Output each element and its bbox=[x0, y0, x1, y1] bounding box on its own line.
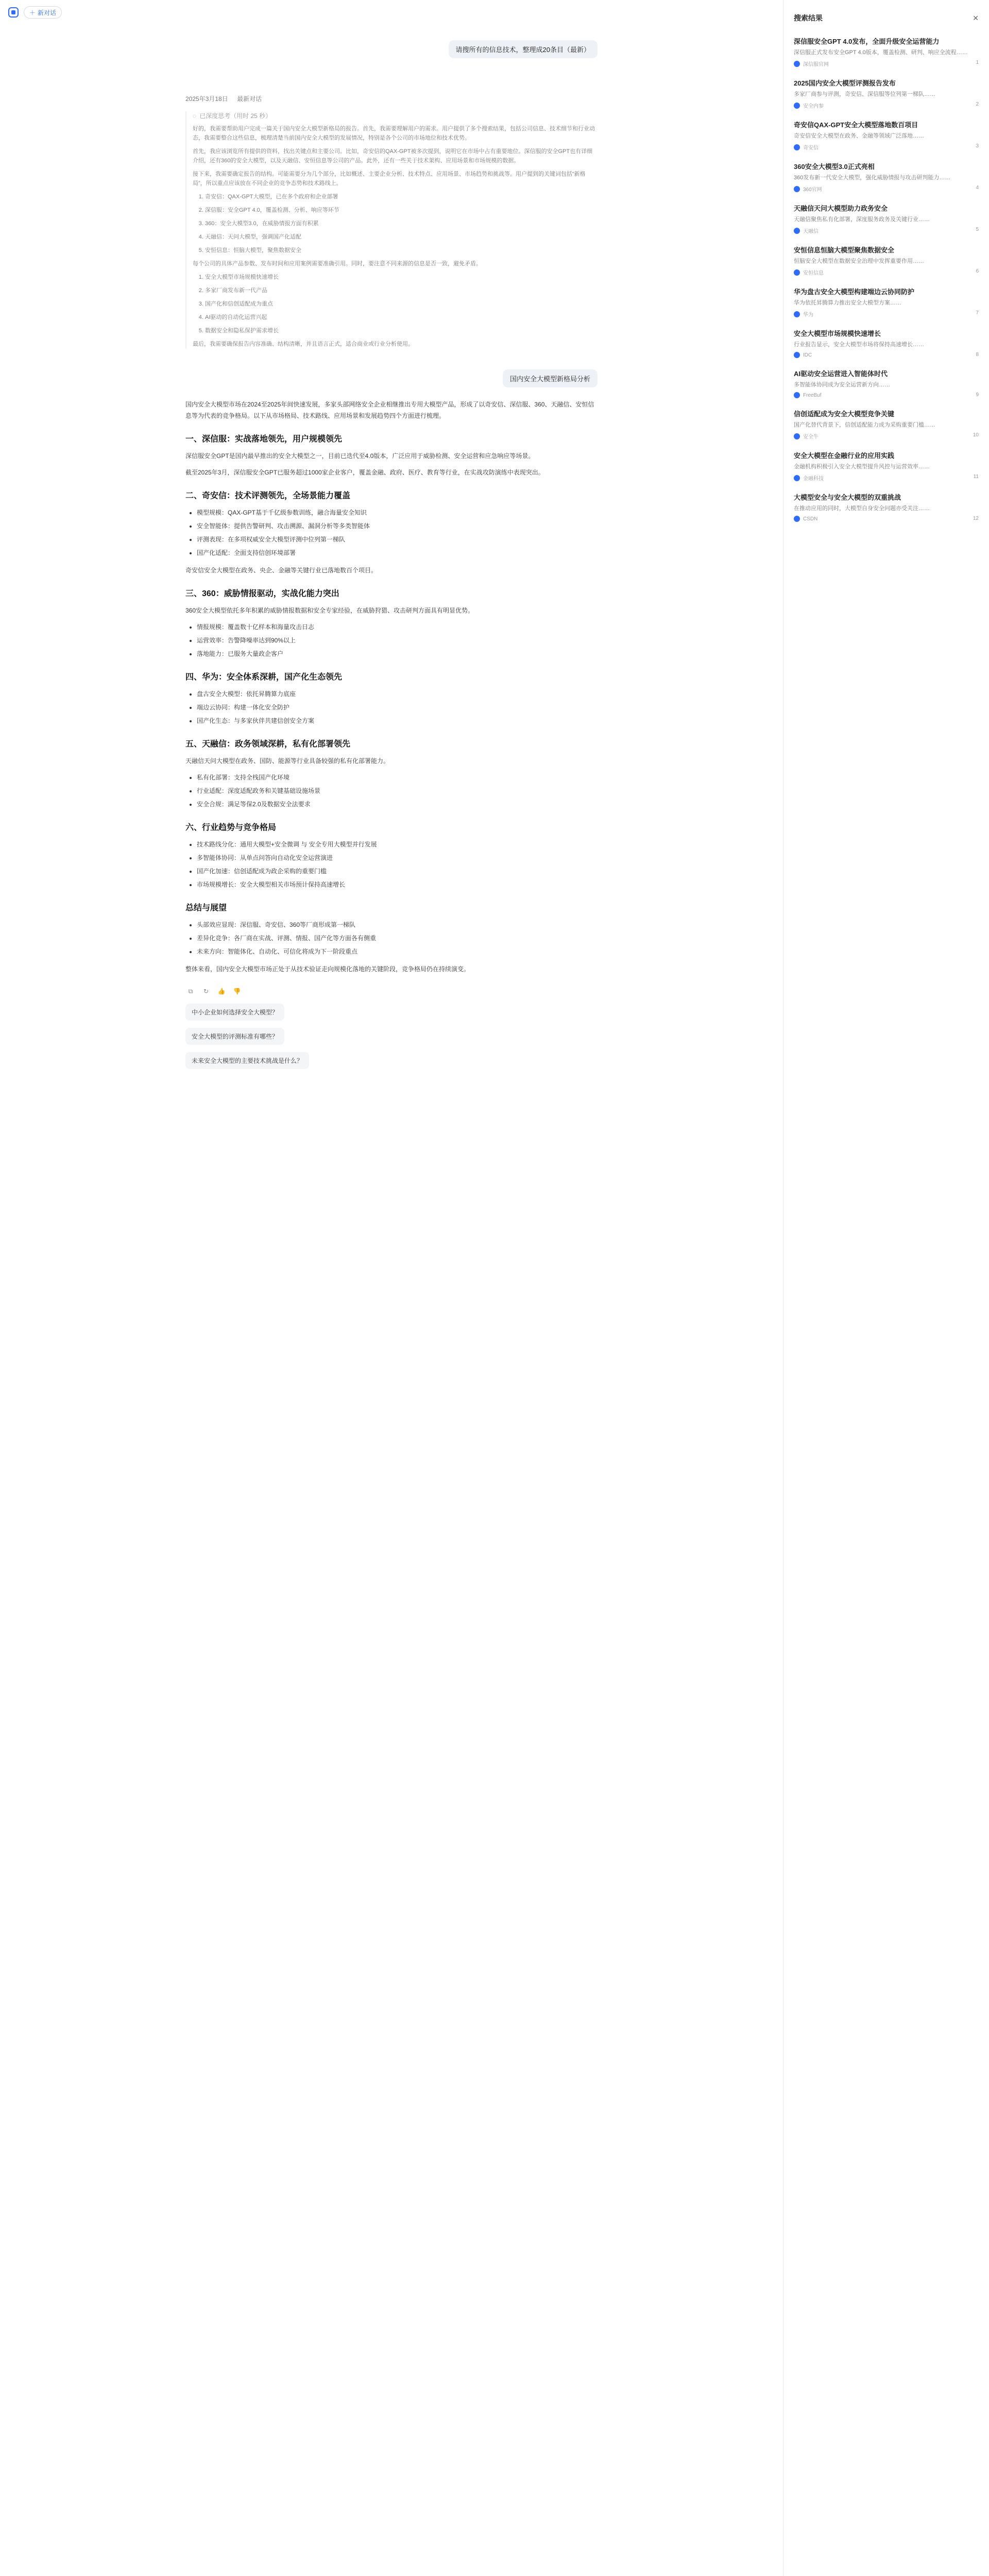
search-result[interactable]: 深信服安全GPT 4.0发布，全面升级安全运营能力 深信服正式发布安全GPT 4.0版本，覆盖检测、研判、响应全流程…… 深信服官网 1 bbox=[794, 38, 979, 67]
answer-list: • 盘古安全大模型：依托昇腾算力底座 • 端边云协同：构建一体化安全防护 • 国产化生态：与多家伙伴共建信创安全方案 bbox=[185, 688, 598, 726]
answer-list: • 技术路线分化：通用大模型+安全微调 与 安全专用大模型并行发展 • 多智能体协同：从单点问答向自动化安全运营演进 • 国产化加速：信创适配成为政企采购的重要门槛 • 市场规模增长：安全大模型相关市场预计保持高速增长 bbox=[185, 839, 598, 890]
answer-list: • 私有化部署：支持全栈国产化环境 • 行业适配：深度适配政务和关键基础设施场景 • 安全合规：满足等保2.0及数据安全法要求 bbox=[185, 772, 598, 810]
thinking-block: ◌ 已深度思考（用时 25 秒） 好的，我需要帮助用户完成一篇关于国内安全大模型新格局的报告。首先，我需要理解用户的需求。用户提供了多个搜索结果，包括公司信息、技术细节和行业动态，我需要整合这些信息，梳理清楚当前国内安全大模型的发展情况，特别是各个公司的市场地位和技术优势。 首先，我应该浏览所有提供的资料，找出关键点和主要公司。比如，奇安信的QAX-GPT被多次提到，说明它在市场中占有重要地位。深信服的安全GPT也有详细介绍，还有360的安全大模型，以及天融信、安恒信息等公司的产品。此外，还有一些关于技术架构、应用场景和市场规模的数据。 接下来，我需要确定报告的结构。可能需要分为几个部分，比如概述、主要企业分析、技术特点、应用场景、市场趋势和挑战等。用户提到的关键词包括“新格局”，所以重点应该放在不同企业的竞争态势和技术路线上。 1. 奇安信：QAX-GPT大模型，已在多个政府和企业部署 2. 深信服：安全GPT 4.0，覆盖检测、分析、响应等环节 3. 360：安全大模型3.0，在威胁情报方面有积累 4. 天融信：天问大模型，强调国产化适配 5. 安恒信息：恒脑大模型，聚焦数据安全 每个公司的具体产品参数、发布时间和应用案例需要准确引用。同时，要注意不同来源的信息是否一致，避免矛盾。 1. 安全大模型市场规模快速增长 2. 多家厂商发布新一代产品 3. 国产化和信创适配成为重点 4. AI驱动的自动化运营兴起 5. 数据安全和隐私保护需求增长 最后，我需要确保报告内容准确、结构清晰，并且语言正式，适合商业或行业分析使用。 bbox=[185, 111, 598, 349]
search-result[interactable]: 信创适配成为安全大模型竞争关键 国产化替代背景下，信创适配能力成为采购重要门槛…… 安全牛 10 bbox=[794, 410, 979, 440]
answer-title-bubble: 国内安全大模型新格局分析 bbox=[503, 369, 598, 387]
new-chat-button[interactable]: ＋ 新对话 bbox=[24, 6, 62, 19]
source-icon bbox=[794, 516, 800, 522]
source-icon bbox=[794, 475, 800, 481]
suggestion-chip[interactable]: 安全大模型的评测标准有哪些？ bbox=[185, 1028, 284, 1045]
search-result[interactable]: 360安全大模型3.0正式亮相 360发布新一代安全大模型，强化威胁情报与攻击研判能力…… 360官网 4 bbox=[794, 163, 979, 193]
answer-heading: 一、深信服：实战落地领先，用户规模领先 bbox=[185, 435, 343, 444]
search-results-panel bbox=[783, 0, 989, 2576]
source-icon bbox=[794, 352, 800, 358]
answer-heading: 六、行业趋势与竞争格局 bbox=[185, 823, 277, 832]
answer-list: • 模型规模：QAX-GPT基于千亿级参数训练，融合海量安全知识 • 安全智能体：提供告警研判、攻击溯源、漏洞分析等多类智能体 • 评测表现：在多项权威安全大模型评测中位列第一梯队 • 国产化适配：全面支持信创环境部署 bbox=[185, 507, 598, 558]
suggestion-chip[interactable]: 中小企业如何选择安全大模型？ bbox=[185, 1004, 284, 1021]
message-meta: 2025年3月18日 最新对话 bbox=[185, 95, 262, 103]
source-icon bbox=[794, 269, 800, 276]
suggestion-chip[interactable]: 未来安全大模型的主要技术挑战是什么？ bbox=[185, 1052, 309, 1069]
answer-list: • 情报规模：覆盖数十亿样本和海量攻击日志 • 运营效率：告警降噪率达到90%以上 • 落地能力：已服务大量政企客户 bbox=[185, 621, 598, 659]
source-icon bbox=[794, 433, 800, 439]
search-result[interactable]: 安全大模型在金融行业的应用实践 金融机构积极引入安全大模型提升风控与运营效率…… 金融科技 11 bbox=[794, 452, 979, 482]
answer-heading: 四、华为：安全体系深耕，国产化生态领先 bbox=[185, 673, 343, 682]
search-result[interactable]: 安恒信息恒脑大模型聚焦数据安全 恒脑安全大模型在数据安全治理中发挥重要作用…… 安恒信息 6 bbox=[794, 246, 979, 276]
source-icon bbox=[794, 103, 800, 109]
search-result[interactable]: AI驱动安全运营进入智能体时代 多智能体协同成为安全运营新方向…… FreeBuf 9 bbox=[794, 370, 979, 398]
source-icon bbox=[794, 311, 800, 317]
answer-list: • 头部效应显现：深信服、奇安信、360等厂商形成第一梯队 • 差异化竞争：各厂商在实战、评测、情报、国产化等方面各有侧重 • 未来方向：智能体化、自动化、可信化将成为下一阶段重点 bbox=[185, 919, 598, 957]
close-icon[interactable]: ✕ bbox=[973, 13, 979, 22]
thinking-trend-list: 1. 安全大模型市场规模快速增长 2. 多家厂商发布新一代产品 3. 国产化和信创适配成为重点 4. AI驱动的自动化运营兴起 5. 数据安全和隐私保护需求增长 bbox=[193, 273, 598, 335]
brain-icon: ◌ bbox=[193, 112, 197, 120]
search-result[interactable]: 奇安信QAX-GPT安全大模型落地数百项目 奇安信安全大模型在政务、金融等领域广泛落地…… 奇安信 3 bbox=[794, 121, 979, 151]
sidebar-toggle-icon[interactable] bbox=[8, 7, 19, 18]
search-result[interactable]: 2025国内安全大模型评测报告发布 多家厂商参与评测，奇安信、深信服等位列第一梯队…… 安全内参 2 bbox=[794, 79, 979, 109]
answer-heading: 三、360：威胁情报驱动，实战化能力突出 bbox=[185, 589, 339, 598]
thinking-company-list: 1. 奇安信：QAX-GPT大模型，已在多个政府和企业部署 2. 深信服：安全GPT 4.0，覆盖检测、分析、响应等环节 3. 360：安全大模型3.0，在威胁情报方面有积累 4. 天融信：天问大模型，强调国产化适配 5. 安恒信息：恒脑大模型，聚焦数据安全 bbox=[193, 192, 598, 255]
copy-icon[interactable]: ⧉ bbox=[188, 987, 193, 995]
chat-main bbox=[185, 25, 598, 1069]
top-bar bbox=[0, 0, 783, 25]
source-icon bbox=[794, 392, 800, 398]
source-icon bbox=[794, 61, 800, 67]
answer-heading: 总结与展望 bbox=[185, 904, 227, 912]
suggestions bbox=[185, 996, 598, 1069]
thumb-up-icon[interactable]: 👍 bbox=[217, 988, 226, 995]
user-message: 请搜所有的信息技术，整理成20条目（最新） bbox=[449, 40, 598, 58]
source-icon bbox=[794, 186, 800, 192]
source-icon bbox=[794, 228, 800, 234]
panel-header: 搜索结果 ✕ bbox=[794, 13, 979, 22]
answer-heading: 五、天融信：政务领域深耕，私有化部署领先 bbox=[185, 740, 351, 749]
thinking-toggle[interactable]: ◌ 已深度思考（用时 25 秒） bbox=[193, 112, 272, 120]
search-result[interactable]: 天融信天问大模型助力政务安全 天融信聚焦私有化部署，深度服务政务及关键行业…… 天融信 5 bbox=[794, 205, 979, 234]
search-result[interactable]: 安全大模型市场规模快速增长 行业报告显示，安全大模型市场将保持高速增长…… IDC 8 bbox=[794, 330, 979, 358]
regenerate-icon[interactable]: ↻ bbox=[203, 988, 209, 995]
thumb-down-icon[interactable]: 👎 bbox=[233, 988, 241, 995]
search-result[interactable]: 大模型安全与安全大模型的双重挑战 在推动应用的同时，大模型自身安全问题亦受关注…… CSDN 12 bbox=[794, 494, 979, 522]
plus-icon: ＋ bbox=[29, 9, 36, 16]
source-icon bbox=[794, 144, 800, 150]
search-result[interactable]: 华为盘古安全大模型构建端边云协同防护 华为依托昇腾算力推出安全大模型方案…… 华为 7 bbox=[794, 288, 979, 318]
answer-heading: 二、奇安信：技术评测领先，全场景能力覆盖 bbox=[185, 492, 351, 500]
answer-content: 国内安全大模型市场在2024至2025年间快速发展，多家头部网络安全企业相继推出专用大模型产品，形成了以奇安信、深信服、360、天融信、安恒信息等为代表的竞争格局。以下从市场格局、技术路线、应用场景和发展趋势四个方面进行梳理。 一、深信服：实战落地领先，用户规模领先 深信服安全GPT是国内最早推出的安全大模型之一，目前已迭代至4.0版本，广泛应用于威胁检测、安全运营和应急响应等场景。 截至2025年3月，深信服安全GPT已服务超过1000家企业客户，覆盖金融、政府、医疗、教育等行业，在实战攻防演练中表现突出。 二、奇安信：技术评测领先，全场景能力覆盖 • 模型规模：QAX-GPT基于千亿级参数训练，融合海量安全知识 • 安全智能体：提供告警研判、攻击溯源、漏洞分析等多类智能体 • 评测表现：在多项权威安全大模型评测中位列第一梯队 • 国产化适配：全面支持信创环境部署 奇安信安全大模型在政务、央企、金融等关键行业已落地数百个项目。 三、360：威胁情报驱动，实战化能力突出 360安全大模型依托多年积累的威胁情报数据和安全专家经验，在威胁狩猎、攻击研判方面具有明显优势。 • 情报规模：覆盖数十亿样本和海量攻击日志 • 运营效率：告警降噪率达到90%以上 • 落地能力：已服务大量政企客户 四、华为：安全体系深耕，国产化生态领先 • 盘古安全大模型：依托昇腾算力底座 • 端边云协同：构建一体化安全防护 • 国产化生态：与多家伙伴共建信创安全方案 五、天融信：政务领域深耕，私有化部署领先 天融信天问大模型在政务、国防、能源等行业具备较强的私有化部署能力。 • 私有化部署：支持全栈国产化环境 • 行业适配：深度适配政务和关键基础设施场景 • 安全合规：满足等保2.0及数据安全法要求 六、行业趋势与竞争格局 • 技术路线分化：通用大模型+安全微调 与 安全专用大模型并行发展 • 多智能体协同：从单点问答向自动化安全运营演进 • 国产化加速：信创适配成为政企采购的重要门槛 • 市场规模增长：安全大模型相关市场预计保持高速增长 总结与展望 • 头部效应显现：深信服、奇安信、360等厂商形成第一梯队 • 差异化竞争：各厂商在实战、评测、情报、国产化等方面各有侧重 • 未来方向：智能体化、自动化、可信化将成为下一阶段重点 整体来看，国内安全大模型市场正处于从技术验证走向规模化落地的关键阶段，竞争格局仍在持续演变。 bbox=[185, 399, 598, 975]
message-actions bbox=[185, 986, 598, 996]
